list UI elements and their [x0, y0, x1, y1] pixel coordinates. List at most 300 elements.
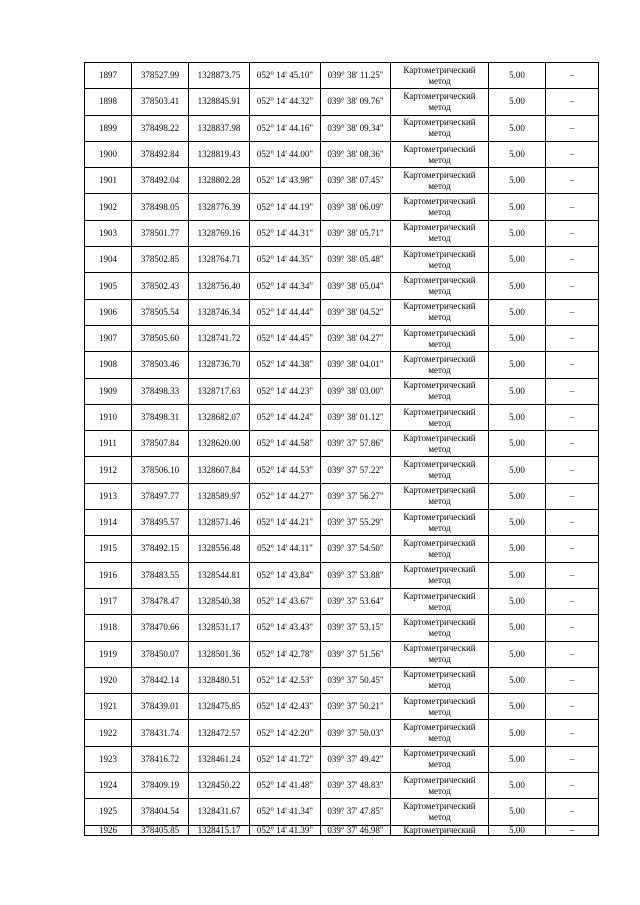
latitude-cell: 052° 14' 44.11" — [250, 536, 321, 562]
method-label-line2: метод — [428, 522, 451, 533]
method-label-line2: метод — [428, 338, 451, 349]
x-coordinate-cell: 378498.31 — [132, 404, 189, 430]
x-coordinate-cell: 378502.85 — [132, 247, 189, 273]
note-cell: – — [546, 667, 599, 693]
method-cell — [391, 457, 489, 483]
method-label-line2: метод — [428, 417, 451, 428]
latitude-cell: 052° 14' 44.44" — [250, 299, 321, 325]
note-cell: – — [546, 299, 599, 325]
accuracy-cell: 5.00 — [489, 431, 546, 457]
longitude-cell: 039° 37' 47.85" — [321, 799, 391, 825]
note-cell: – — [546, 273, 599, 299]
y-coordinate-cell: 1328845.91 — [189, 89, 250, 115]
y-coordinate-cell: 1328415.17 — [189, 825, 250, 835]
accuracy-cell: 5.00 — [489, 773, 546, 799]
method-cell — [391, 667, 489, 693]
table-row — [85, 404, 599, 430]
method-label-line2: метод — [428, 680, 451, 691]
y-coordinate-cell: 1328544.81 — [189, 562, 250, 588]
table-row — [85, 220, 599, 246]
accuracy-cell: 5.00 — [489, 194, 546, 220]
note-cell: – — [546, 194, 599, 220]
point-number-cell: 1926 — [85, 825, 132, 835]
y-coordinate-cell: 1328472.57 — [189, 720, 250, 746]
method-label-line2: метод — [428, 391, 451, 402]
method-cell — [391, 299, 489, 325]
y-coordinate-cell: 1328620.00 — [189, 431, 250, 457]
x-coordinate-cell: 378498.05 — [132, 194, 189, 220]
accuracy-cell: 5.00 — [489, 483, 546, 509]
x-coordinate-cell: 378405.85 — [132, 825, 189, 835]
point-number-cell: 1903 — [85, 220, 132, 246]
note-cell: – — [546, 352, 599, 378]
method-label-line2: метод — [428, 706, 451, 717]
point-number-cell: 1904 — [85, 247, 132, 273]
latitude-cell: 052° 14' 41.39" — [250, 825, 321, 835]
latitude-cell: 052° 14' 41.72" — [250, 746, 321, 772]
latitude-cell: 052° 14' 44.45" — [250, 325, 321, 351]
method-label-line1: Картометрический — [403, 511, 476, 522]
table-row — [85, 141, 599, 167]
latitude-cell: 052° 14' 42.53" — [250, 667, 321, 693]
accuracy-cell: 5.00 — [489, 641, 546, 667]
table-row — [85, 825, 599, 835]
x-coordinate-cell: 378505.54 — [132, 299, 189, 325]
latitude-cell: 052° 14' 44.34" — [250, 273, 321, 299]
method-label-line1: Картометрический — [403, 590, 476, 601]
table-row — [85, 746, 599, 772]
table-row — [85, 694, 599, 720]
x-coordinate-cell: 378450.07 — [132, 641, 189, 667]
x-coordinate-cell: 378439.01 — [132, 694, 189, 720]
x-coordinate-cell: 378503.46 — [132, 352, 189, 378]
latitude-cell: 052° 14' 44.24" — [250, 404, 321, 430]
x-coordinate-cell: 378502.43 — [132, 273, 189, 299]
table-row — [85, 247, 599, 273]
method-label-line1: Картометрический — [403, 825, 476, 835]
longitude-cell: 039° 38' 04.01" — [321, 352, 391, 378]
note-cell: – — [546, 694, 599, 720]
accuracy-cell: 5.00 — [489, 510, 546, 536]
y-coordinate-cell: 1328746.34 — [189, 299, 250, 325]
x-coordinate-cell: 378431.74 — [132, 720, 189, 746]
x-coordinate-cell: 378507.84 — [132, 431, 189, 457]
method-label-line2: метод — [428, 811, 451, 822]
y-coordinate-cell: 1328589.97 — [189, 483, 250, 509]
latitude-cell: 052° 14' 44.53" — [250, 457, 321, 483]
point-number-cell: 1913 — [85, 483, 132, 509]
accuracy-cell: 5.00 — [489, 115, 546, 141]
x-coordinate-cell: 378498.22 — [132, 115, 189, 141]
note-cell: – — [546, 168, 599, 194]
table-row — [85, 483, 599, 509]
accuracy-cell: 5.00 — [489, 825, 546, 835]
table-row — [85, 536, 599, 562]
longitude-cell: 039° 37' 57.86" — [321, 431, 391, 457]
longitude-cell: 039° 37' 57.22" — [321, 457, 391, 483]
method-label-line2: метод — [428, 101, 451, 112]
point-number-cell: 1914 — [85, 510, 132, 536]
accuracy-cell: 5.00 — [489, 378, 546, 404]
longitude-cell: 039° 38' 11.25" — [321, 63, 391, 89]
point-number-cell: 1901 — [85, 168, 132, 194]
method-label-line2: метод — [428, 575, 451, 586]
table-row — [85, 588, 599, 614]
longitude-cell: 039° 37' 56.27" — [321, 483, 391, 509]
note-cell: – — [546, 457, 599, 483]
latitude-cell: 052° 14' 44.35" — [250, 247, 321, 273]
table-row — [85, 641, 599, 667]
x-coordinate-cell: 378497.77 — [132, 483, 189, 509]
method-label-line1: Картометрический — [403, 143, 476, 154]
note-cell: – — [546, 746, 599, 772]
latitude-cell: 052° 14' 42.20" — [250, 720, 321, 746]
method-label-line1: Картометрический — [403, 380, 476, 391]
x-coordinate-cell: 378506.10 — [132, 457, 189, 483]
method-cell — [391, 720, 489, 746]
method-label-line1: Картометрический — [403, 748, 476, 759]
x-coordinate-cell: 378492.84 — [132, 141, 189, 167]
point-number-cell: 1917 — [85, 588, 132, 614]
method-cell — [391, 220, 489, 246]
point-number-cell: 1906 — [85, 299, 132, 325]
x-coordinate-cell: 378442.14 — [132, 667, 189, 693]
latitude-cell: 052° 14' 44.58" — [250, 431, 321, 457]
table-row — [85, 720, 599, 746]
y-coordinate-cell: 1328837.98 — [189, 115, 250, 141]
method-label-line1: Картометрический — [403, 722, 476, 733]
method-cell — [391, 141, 489, 167]
method-label-line1: Картометрический — [403, 800, 476, 811]
point-number-cell: 1899 — [85, 115, 132, 141]
method-label-line2: метод — [428, 470, 451, 481]
point-number-cell: 1920 — [85, 667, 132, 693]
latitude-cell: 052° 14' 44.21" — [250, 510, 321, 536]
longitude-cell: 039° 38' 06.09" — [321, 194, 391, 220]
accuracy-cell: 5.00 — [489, 799, 546, 825]
method-label-line1: Картометрический — [403, 432, 476, 443]
point-number-cell: 1912 — [85, 457, 132, 483]
method-cell — [391, 562, 489, 588]
accuracy-cell: 5.00 — [489, 168, 546, 194]
note-cell: – — [546, 63, 599, 89]
method-label-line2: метод — [428, 75, 451, 86]
point-number-cell: 1911 — [85, 431, 132, 457]
note-cell: – — [546, 404, 599, 430]
longitude-cell: 039° 37' 51.56" — [321, 641, 391, 667]
y-coordinate-cell: 1328736.70 — [189, 352, 250, 378]
y-coordinate-cell: 1328461.24 — [189, 746, 250, 772]
latitude-cell: 052° 14' 45.10" — [250, 63, 321, 89]
y-coordinate-cell: 1328450.22 — [189, 773, 250, 799]
method-label-line1: Картометрический — [403, 616, 476, 627]
point-number-cell: 1915 — [85, 536, 132, 562]
accuracy-cell: 5.00 — [489, 299, 546, 325]
latitude-cell: 052° 14' 44.31" — [250, 220, 321, 246]
latitude-cell: 052° 14' 44.38" — [250, 352, 321, 378]
coordinates-table-body — [85, 63, 599, 836]
accuracy-cell: 5.00 — [489, 89, 546, 115]
note-cell: – — [546, 799, 599, 825]
longitude-cell: 039° 37' 54.50" — [321, 536, 391, 562]
accuracy-cell: 5.00 — [489, 63, 546, 89]
method-label-line1: Картометрический — [403, 169, 476, 180]
method-cell — [391, 483, 489, 509]
table-row — [85, 168, 599, 194]
latitude-cell: 052° 14' 44.16" — [250, 115, 321, 141]
y-coordinate-cell: 1328819.43 — [189, 141, 250, 167]
note-cell: – — [546, 220, 599, 246]
accuracy-cell: 5.00 — [489, 325, 546, 351]
method-cell — [391, 694, 489, 720]
latitude-cell: 052° 14' 43.67" — [250, 588, 321, 614]
x-coordinate-cell: 378505.60 — [132, 325, 189, 351]
point-number-cell: 1924 — [85, 773, 132, 799]
x-coordinate-cell: 378527.99 — [132, 63, 189, 89]
table-row — [85, 194, 599, 220]
point-number-cell: 1909 — [85, 378, 132, 404]
table-row — [85, 562, 599, 588]
y-coordinate-cell: 1328431.67 — [189, 799, 250, 825]
method-cell — [391, 247, 489, 273]
point-number-cell: 1900 — [85, 141, 132, 167]
table-row — [85, 299, 599, 325]
method-cell — [391, 773, 489, 799]
method-label-line1: Картометрический — [403, 90, 476, 101]
method-cell — [391, 404, 489, 430]
method-cell — [391, 168, 489, 194]
method-label-line2: метод — [428, 364, 451, 375]
y-coordinate-cell: 1328873.75 — [189, 63, 250, 89]
y-coordinate-cell: 1328556.48 — [189, 536, 250, 562]
method-label-line1: Картометрический — [403, 643, 476, 654]
method-label-line1: Картометрический — [403, 117, 476, 128]
point-number-cell: 1923 — [85, 746, 132, 772]
longitude-cell: 039° 37' 53.88" — [321, 562, 391, 588]
method-label-line2: метод — [428, 548, 451, 559]
method-label-line2: метод — [428, 654, 451, 665]
y-coordinate-cell: 1328741.72 — [189, 325, 250, 351]
x-coordinate-cell: 378492.15 — [132, 536, 189, 562]
accuracy-cell: 5.00 — [489, 746, 546, 772]
latitude-cell: 052° 14' 44.27" — [250, 483, 321, 509]
accuracy-cell: 5.00 — [489, 536, 546, 562]
y-coordinate-cell: 1328717.63 — [189, 378, 250, 404]
method-label-line1: Картометрический — [403, 353, 476, 364]
accuracy-cell: 5.00 — [489, 457, 546, 483]
x-coordinate-cell: 378492.04 — [132, 168, 189, 194]
longitude-cell: 039° 37' 50.03" — [321, 720, 391, 746]
method-cell — [391, 273, 489, 299]
accuracy-cell: 5.00 — [489, 220, 546, 246]
accuracy-cell: 5.00 — [489, 615, 546, 641]
method-cell — [391, 431, 489, 457]
accuracy-cell: 5.00 — [489, 667, 546, 693]
point-number-cell: 1907 — [85, 325, 132, 351]
x-coordinate-cell: 378503.41 — [132, 89, 189, 115]
x-coordinate-cell: 378501.77 — [132, 220, 189, 246]
longitude-cell: 039° 38' 05.71" — [321, 220, 391, 246]
method-label-line2: метод — [428, 443, 451, 454]
y-coordinate-cell: 1328607.84 — [189, 457, 250, 483]
y-coordinate-cell: 1328540.38 — [189, 588, 250, 614]
method-label-line2: метод — [428, 259, 451, 270]
table-row — [85, 89, 599, 115]
longitude-cell: 039° 37' 50.45" — [321, 667, 391, 693]
method-label-line2: метод — [428, 128, 451, 139]
table-row — [85, 457, 599, 483]
point-number-cell: 1910 — [85, 404, 132, 430]
method-label-line1: Картометрический — [403, 275, 476, 286]
method-label-line2: метод — [428, 759, 451, 770]
longitude-cell: 039° 38' 09.76" — [321, 89, 391, 115]
method-label-line1: Картометрический — [403, 459, 476, 470]
accuracy-cell: 5.00 — [489, 720, 546, 746]
point-number-cell: 1916 — [85, 562, 132, 588]
y-coordinate-cell: 1328776.39 — [189, 194, 250, 220]
method-cell — [391, 615, 489, 641]
table-row — [85, 273, 599, 299]
note-cell: – — [546, 378, 599, 404]
y-coordinate-cell: 1328480.51 — [189, 667, 250, 693]
latitude-cell: 052° 14' 43.84" — [250, 562, 321, 588]
method-cell — [391, 536, 489, 562]
latitude-cell: 052° 14' 41.48" — [250, 773, 321, 799]
accuracy-cell: 5.00 — [489, 273, 546, 299]
table-row — [85, 799, 599, 825]
table-row — [85, 667, 599, 693]
x-coordinate-cell: 378483.55 — [132, 562, 189, 588]
accuracy-cell: 5.00 — [489, 404, 546, 430]
table-row — [85, 115, 599, 141]
method-cell — [391, 194, 489, 220]
latitude-cell: 052° 14' 42.43" — [250, 694, 321, 720]
y-coordinate-cell: 1328769.16 — [189, 220, 250, 246]
point-number-cell: 1898 — [85, 89, 132, 115]
note-cell: – — [546, 325, 599, 351]
latitude-cell: 052° 14' 44.00" — [250, 141, 321, 167]
longitude-cell: 039° 38' 04.52" — [321, 299, 391, 325]
method-cell — [391, 115, 489, 141]
longitude-cell: 039° 38' 04.27" — [321, 325, 391, 351]
note-cell: – — [546, 141, 599, 167]
longitude-cell: 039° 38' 08.36" — [321, 141, 391, 167]
method-label-line1: Картометрический — [403, 301, 476, 312]
method-label-line1: Картометрический — [403, 196, 476, 207]
table-row — [85, 63, 599, 89]
coordinates-table — [84, 62, 599, 836]
longitude-cell: 039° 38' 05.48" — [321, 247, 391, 273]
y-coordinate-cell: 1328764.71 — [189, 247, 250, 273]
method-cell — [391, 378, 489, 404]
table-row — [85, 615, 599, 641]
point-number-cell: 1921 — [85, 694, 132, 720]
note-cell: – — [546, 641, 599, 667]
x-coordinate-cell: 378470.66 — [132, 615, 189, 641]
x-coordinate-cell: 378409.19 — [132, 773, 189, 799]
table-row — [85, 773, 599, 799]
method-label-line1: Картометрический — [403, 774, 476, 785]
method-label-line1: Картометрический — [403, 537, 476, 548]
longitude-cell: 039° 37' 53.15" — [321, 615, 391, 641]
table-row — [85, 431, 599, 457]
method-label-line2: метод — [428, 496, 451, 507]
latitude-cell: 052° 14' 43.98" — [250, 168, 321, 194]
note-cell: – — [546, 825, 599, 835]
x-coordinate-cell: 378478.47 — [132, 588, 189, 614]
note-cell: – — [546, 720, 599, 746]
accuracy-cell: 5.00 — [489, 141, 546, 167]
y-coordinate-cell: 1328682.07 — [189, 404, 250, 430]
point-number-cell: 1905 — [85, 273, 132, 299]
point-number-cell: 1925 — [85, 799, 132, 825]
y-coordinate-cell: 1328802.28 — [189, 168, 250, 194]
method-cell — [391, 799, 489, 825]
longitude-cell: 039° 38' 07.45" — [321, 168, 391, 194]
method-label-line1: Картометрический — [403, 564, 476, 575]
method-cell — [391, 825, 489, 835]
latitude-cell: 052° 14' 44.19" — [250, 194, 321, 220]
latitude-cell: 052° 14' 41.34" — [250, 799, 321, 825]
note-cell: – — [546, 115, 599, 141]
longitude-cell: 039° 37' 55.29" — [321, 510, 391, 536]
latitude-cell: 052° 14' 44.23" — [250, 378, 321, 404]
point-number-cell: 1897 — [85, 63, 132, 89]
method-cell — [391, 588, 489, 614]
longitude-cell: 039° 37' 53.64" — [321, 588, 391, 614]
longitude-cell: 039° 38' 03.00" — [321, 378, 391, 404]
table-row — [85, 325, 599, 351]
point-number-cell: 1908 — [85, 352, 132, 378]
note-cell: – — [546, 247, 599, 273]
x-coordinate-cell: 378495.57 — [132, 510, 189, 536]
longitude-cell: 039° 37' 49.42" — [321, 746, 391, 772]
accuracy-cell: 5.00 — [489, 352, 546, 378]
method-label-line1: Картометрический — [403, 327, 476, 338]
method-label-line1: Картометрический — [403, 64, 476, 75]
longitude-cell: 039° 37' 48.83" — [321, 773, 391, 799]
note-cell: – — [546, 562, 599, 588]
method-label-line2: метод — [428, 154, 451, 165]
method-cell — [391, 746, 489, 772]
y-coordinate-cell: 1328501.36 — [189, 641, 250, 667]
method-cell — [391, 89, 489, 115]
method-label-line1: Картометрический — [403, 669, 476, 680]
method-cell — [391, 325, 489, 351]
point-number-cell: 1918 — [85, 615, 132, 641]
longitude-cell: 039° 38' 09.34" — [321, 115, 391, 141]
table-row — [85, 378, 599, 404]
y-coordinate-cell: 1328475.85 — [189, 694, 250, 720]
y-coordinate-cell: 1328531.17 — [189, 615, 250, 641]
method-label-line1: Картометрический — [403, 406, 476, 417]
accuracy-cell: 5.00 — [489, 694, 546, 720]
method-label-line1: Картометрический — [403, 695, 476, 706]
note-cell: – — [546, 588, 599, 614]
method-label-line2: метод — [428, 312, 451, 323]
table-row — [85, 510, 599, 536]
point-number-cell: 1922 — [85, 720, 132, 746]
latitude-cell: 052° 14' 43.43" — [250, 615, 321, 641]
accuracy-cell: 5.00 — [489, 562, 546, 588]
method-cell — [391, 63, 489, 89]
accuracy-cell: 5.00 — [489, 588, 546, 614]
longitude-cell: 039° 38' 05.04" — [321, 273, 391, 299]
method-label-line1: Картометрический — [403, 485, 476, 496]
method-label-line2: метод — [428, 733, 451, 744]
note-cell: – — [546, 89, 599, 115]
y-coordinate-cell: 1328756.40 — [189, 273, 250, 299]
